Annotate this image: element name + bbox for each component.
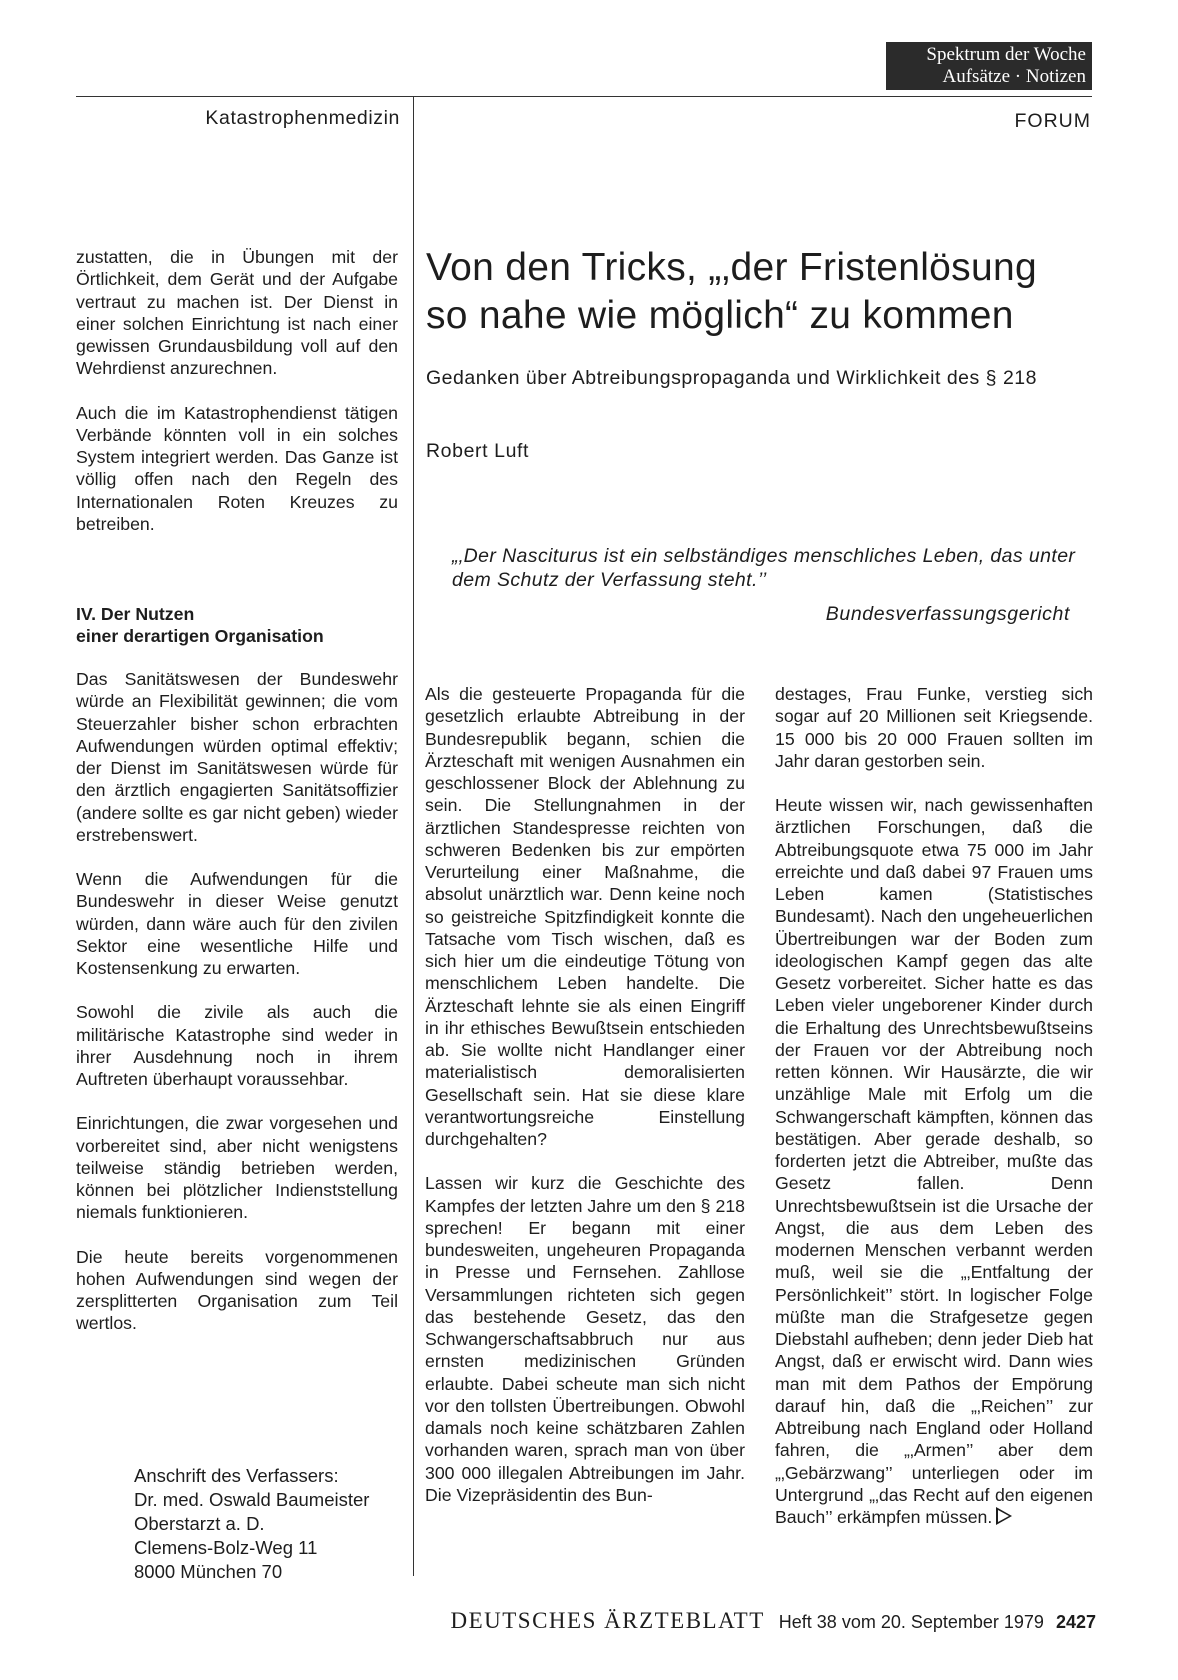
headline-line-1: Von den Tricks, „‚der Fristenlösung xyxy=(426,246,1037,289)
article-paragraph: destages, Frau Funke, verstieg sich sogar auf 20 Millionen seit Kriegsende. 15 000 bis 20 000 Frauen sollten im Jahr daran gestorben sein. xyxy=(775,684,1093,771)
left-paragraph: Wenn die Aufwendungen für die Bundeswehr in dieser Weise genutzt würden, dann wäre auch für den zivilen Sektor eine wesentliche Hilfe und Kostensenkung zu erwarten. xyxy=(76,869,398,978)
page-number: 2427 xyxy=(1055,1612,1096,1632)
page-footer xyxy=(396,1608,1096,1634)
left-column-bottom xyxy=(76,668,398,1335)
section-badge xyxy=(886,42,1092,90)
headline-line-2: so nahe wie möglich“ zu kommen xyxy=(426,294,1014,337)
subheading-line-2: einer derartigen Organisation xyxy=(76,626,324,647)
article-paragraph-last xyxy=(775,794,1093,1528)
left-paragraph: Einrichtungen, die zwar vorgesehen und vorbereitet sind, aber nicht wenigstens teilweise ständig betrieben werden, können bei plötzlicher Indienststellung niemals funktionieren. xyxy=(76,1113,398,1223)
badge-line-2: Aufsätze · Notizen xyxy=(942,66,1086,87)
address-label: Anschrift des Verfassers: xyxy=(134,1465,339,1486)
author-address xyxy=(134,1464,414,1584)
address-city: 8000 München 70 xyxy=(134,1561,283,1582)
left-section-label: Katastrophenmedizin xyxy=(205,107,400,129)
article-column-middle xyxy=(425,683,745,1506)
left-paragraph: Sowohl die zivile als auch die militärische Katastrophe sind weder in ihrer Ausdehnung noch in ihrem Auftreten überhaupt voraussehbar. xyxy=(76,1002,398,1089)
address-name: Dr. med. Oswald Baumeister xyxy=(134,1489,370,1510)
article-author: Robert Luft xyxy=(426,440,530,462)
left-paragraph: Auch die im Katastrophendienst tätigen Verbände könnten voll in ein solches System integriert werden. Das Ganze ist völlig offen nach den Regeln des Internationalen Roten Kreuzes zu betreiben. xyxy=(76,402,398,534)
article-paragraph-text: Heute wissen wir, nach gewissenhaften ärztlichen Forschungen, daß die Abtreibungsquote etwa 75 000 im Jahr erreichte und daß dabei 97 Frauen ums Leben kamen (Statistisches Bundesamt). Nach den ungeheuerlichen Übertreibungen war der Boden zum ideologischen Kampf gegen das alte Gesetz vorbereitet. Sicher hatte es das Leben vieler ungeborener Kinder durch die Erhaltung des Unrechtsbewußtseins der Frauen vor der Abtreibung noch retten können. Wir Hausärzte, die wir unzählige Male mit Erfolg um die Schwangerschaft kämpften, können das bestätigen. Aber gerade deshalb, so forderten jetzt die Abtreiber, mußte das Gesetz fallen. Denn Unrechtsbewußtsein ist die Ursache der Angst, die aus dem Leben des modernen Menschen verbannt werden muß, weil sie die „‚Entfaltung der Persönlichkeit’’ stört. In logischer Folge müßte man die Strafgesetze gegen Diebstahl aufheben; denn jeder Dieb hat Angst, daß er erwischt wird. Dann wies man mit dem Pathos der Empörung darauf hin, daß die „‚Reichen’’ zur Abtreibung nach England oder Holland fahren, die „‚Armen’’ aber dem „‚Gebärzwang’’ unterliegen oder im Untergrund „‚das Recht auf den eigenen Bauch’’ erkämpfen müssen. xyxy=(775,795,1093,1527)
left-paragraph: zustatten, die in Übungen mit der Örtlichkeit, dem Gerät und der Aufgabe vertraut zu machen ist. Der Dienst in einer solchen Einrichtung ist nach einer gewissen Grundausbildung voll auf den Wehrdienst anzurechnen. xyxy=(76,247,398,379)
article-paragraph: Lassen wir kurz die Geschichte des Kampfes der letzten Jahre um den § 218 sprechen! Er begann mit einer bundesweiten, ungeheuren Propaganda in Presse und Fernsehen. Zahllose Versammlungen richteten sich gegen das bestehende Gesetz, das den Schwangerschaftsabbruch nur aus ernsten medizinischen Gründen erlaubte. Dabei scheute man sich nicht vor den tollsten Übertreibungen. Obwohl damals noch keine schätzbaren Zahlen vorhanden waren, sprach man von über 300 000 illegalen Abtreibungen im Jahr. Die Vizepräsidentin des Bun- xyxy=(425,1173,745,1505)
badge-line-1: Spektrum der Woche xyxy=(926,44,1086,65)
left-paragraph: Das Sanitätswesen der Bundeswehr würde an Flexibilität gewinnen; die vom Steuerzahler bisher schon erbrachten Aufwendungen würden optimal effektiv; der Dienst im Sanitätswesen würde für den ärztlich engagierten Sanitätsoffizier (andere sollte es gar nicht geben) wieder erstrebenswert. xyxy=(76,669,398,845)
epigraph-quote: „‚Der Nasciturus ist ein selbständiges menschliches Leben, das unter dem Schutz der Verfassung steht.’’ xyxy=(452,545,1076,591)
journal-name: DEUTSCHES ÄRZTEBLATT xyxy=(450,1608,765,1633)
issue-info: Heft 38 vom 20. September 1979 xyxy=(778,1612,1044,1632)
epigraph-source: Bundesverfassungsgericht xyxy=(825,603,1070,625)
article-subtitle: Gedanken über Abtreibungspropaganda und Wirklichkeit des § 218 xyxy=(426,367,1037,389)
left-paragraph: Die heute bereits vorgenommenen hohen Aufwendungen sind wegen der zersplitterten Organisation zum Teil wertlos. xyxy=(76,1246,398,1334)
address-rank: Oberstarzt a. D. xyxy=(134,1513,265,1534)
left-column-top xyxy=(76,246,398,535)
article-headline xyxy=(426,244,1096,340)
continue-arrow-icon[interactable] xyxy=(996,1507,1012,1525)
subheading-line-1: IV. Der Nutzen xyxy=(76,604,195,624)
section-subheading xyxy=(76,603,398,648)
column-divider xyxy=(413,96,414,1576)
article-paragraph: Als die gesteuerte Propaganda für die gesetzlich erlaubte Abtreibung in der Bundesrepublik begann, schien die Ärzteschaft mit wenigen Ausnahmen ein geschlossener Block der Ablehnung zu sein. Die Stellungnahmen in der ärztlichen Standespresse reichten von schweren Bedenken bis zur empörten Verurteilung einer Maßnahme, die absolut unärztlich war. Denn keine noch so geistreiche Spitzfindigkeit konnte die Tatsache vom Tisch wischen, daß es sich hier um die eindeutige Tötung von menschlichem Leben handelte. Die Ärzteschaft lehnte sie als einen Eingriff in ihr ethisches Bewußtsein entschieden ab. Sie wollte nicht Handlanger einer materialistisch demoralisierten Gesellschaft sein. Hat sie diese klare verantwortungsreiche Einstellung durchgehalten? xyxy=(425,684,745,1149)
top-rule xyxy=(76,96,1092,97)
forum-label: FORUM xyxy=(1014,110,1091,132)
address-street: Clemens-Bolz-Weg 11 xyxy=(134,1537,318,1558)
article-column-right xyxy=(775,683,1093,1528)
